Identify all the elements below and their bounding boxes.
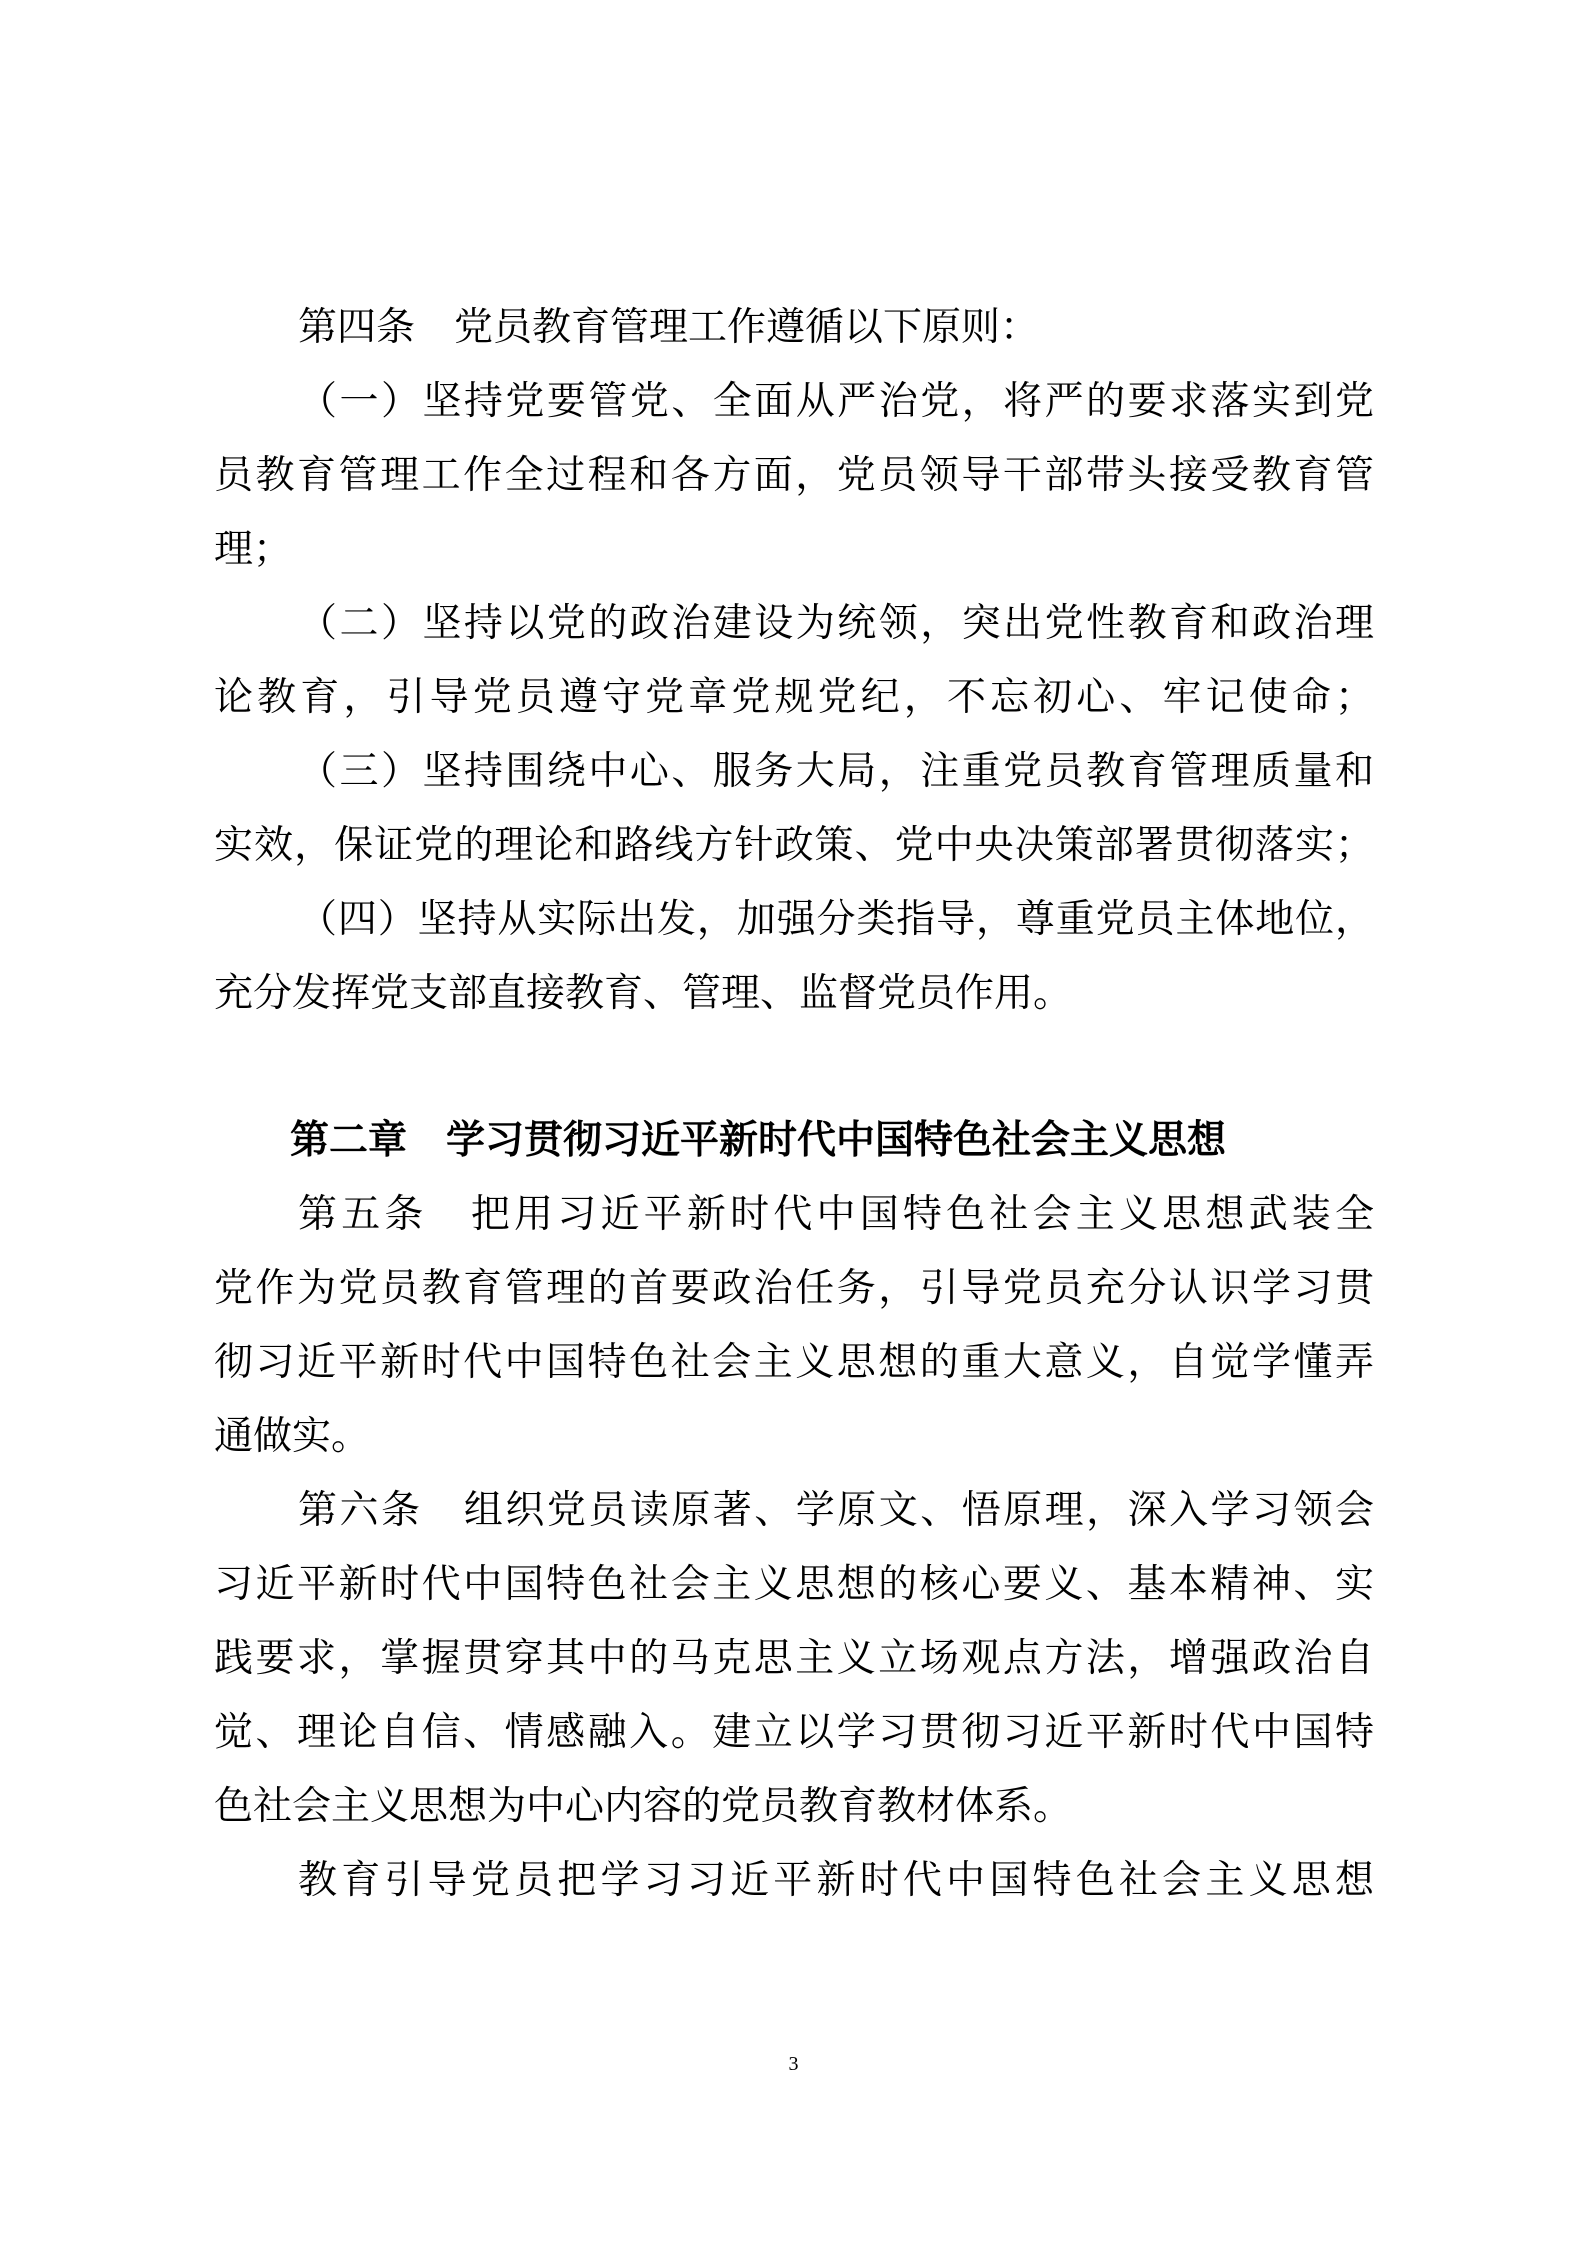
paragraph-line: 理；	[214, 527, 293, 572]
paragraph-line: （三）坚持围绕中心、服务大局，注重党员教育管理质量和	[298, 749, 1374, 794]
paragraph-line: 彻习近平新时代中国特色社会主义思想的重大意义，自觉学懂弄	[214, 1340, 1374, 1385]
paragraph-line: 觉、理论自信、情感融入。建立以学习贯彻习近平新时代中国特	[214, 1710, 1374, 1755]
paragraph-line: 论教育，引导党员遵守党章党规党纪，不忘初心、牢记使命；	[214, 675, 1374, 720]
paragraph-line: 色社会主义思想为中心内容的党员教育教材体系。	[214, 1784, 1073, 1829]
page-number: 3	[788, 2053, 799, 2075]
paragraph-line: 实效，保证党的理论和路线方针政策、党中央决策部署贯彻落实；	[214, 823, 1374, 868]
chapter-2-title: 第二章 学习贯彻习近平新时代中国特色社会主义思想	[290, 1118, 1227, 1163]
paragraph-line: 教育引导党员把学习习近平新时代中国特色社会主义思想	[298, 1858, 1374, 1903]
article-6-line: 第六条 组织党员读原著、学原文、悟原理，深入学习领会	[298, 1488, 1374, 1533]
paragraph-line: 员教育管理工作全过程和各方面，党员领导干部带头接受教育管	[214, 453, 1374, 498]
article-4-heading: 第四条 党员教育管理工作遵循以下原则：	[298, 305, 1040, 350]
paragraph-line: 充分发挥党支部直接教育、管理、监督党员作用。	[214, 971, 1073, 1016]
paragraph-line: （二）坚持以党的政治建设为统领，突出党性教育和政治理	[298, 601, 1374, 646]
paragraph-line: 习近平新时代中国特色社会主义思想的核心要义、基本精神、实	[214, 1562, 1374, 1607]
paragraph-line: 践要求，掌握贯穿其中的马克思主义立场观点方法，增强政治自	[214, 1636, 1374, 1681]
paragraph-line: （一）坚持党要管党、全面从严治党，将严的要求落实到党	[298, 379, 1374, 424]
paragraph-line: 党作为党员教育管理的首要政治任务，引导党员充分认识学习贯	[214, 1266, 1374, 1311]
paragraph-line: 通做实。	[214, 1414, 371, 1459]
article-5-line: 第五条 把用习近平新时代中国特色社会主义思想武装全	[298, 1192, 1374, 1237]
paragraph-line: （四）坚持从实际出发，加强分类指导，尊重党员主体地位，	[298, 897, 1374, 942]
